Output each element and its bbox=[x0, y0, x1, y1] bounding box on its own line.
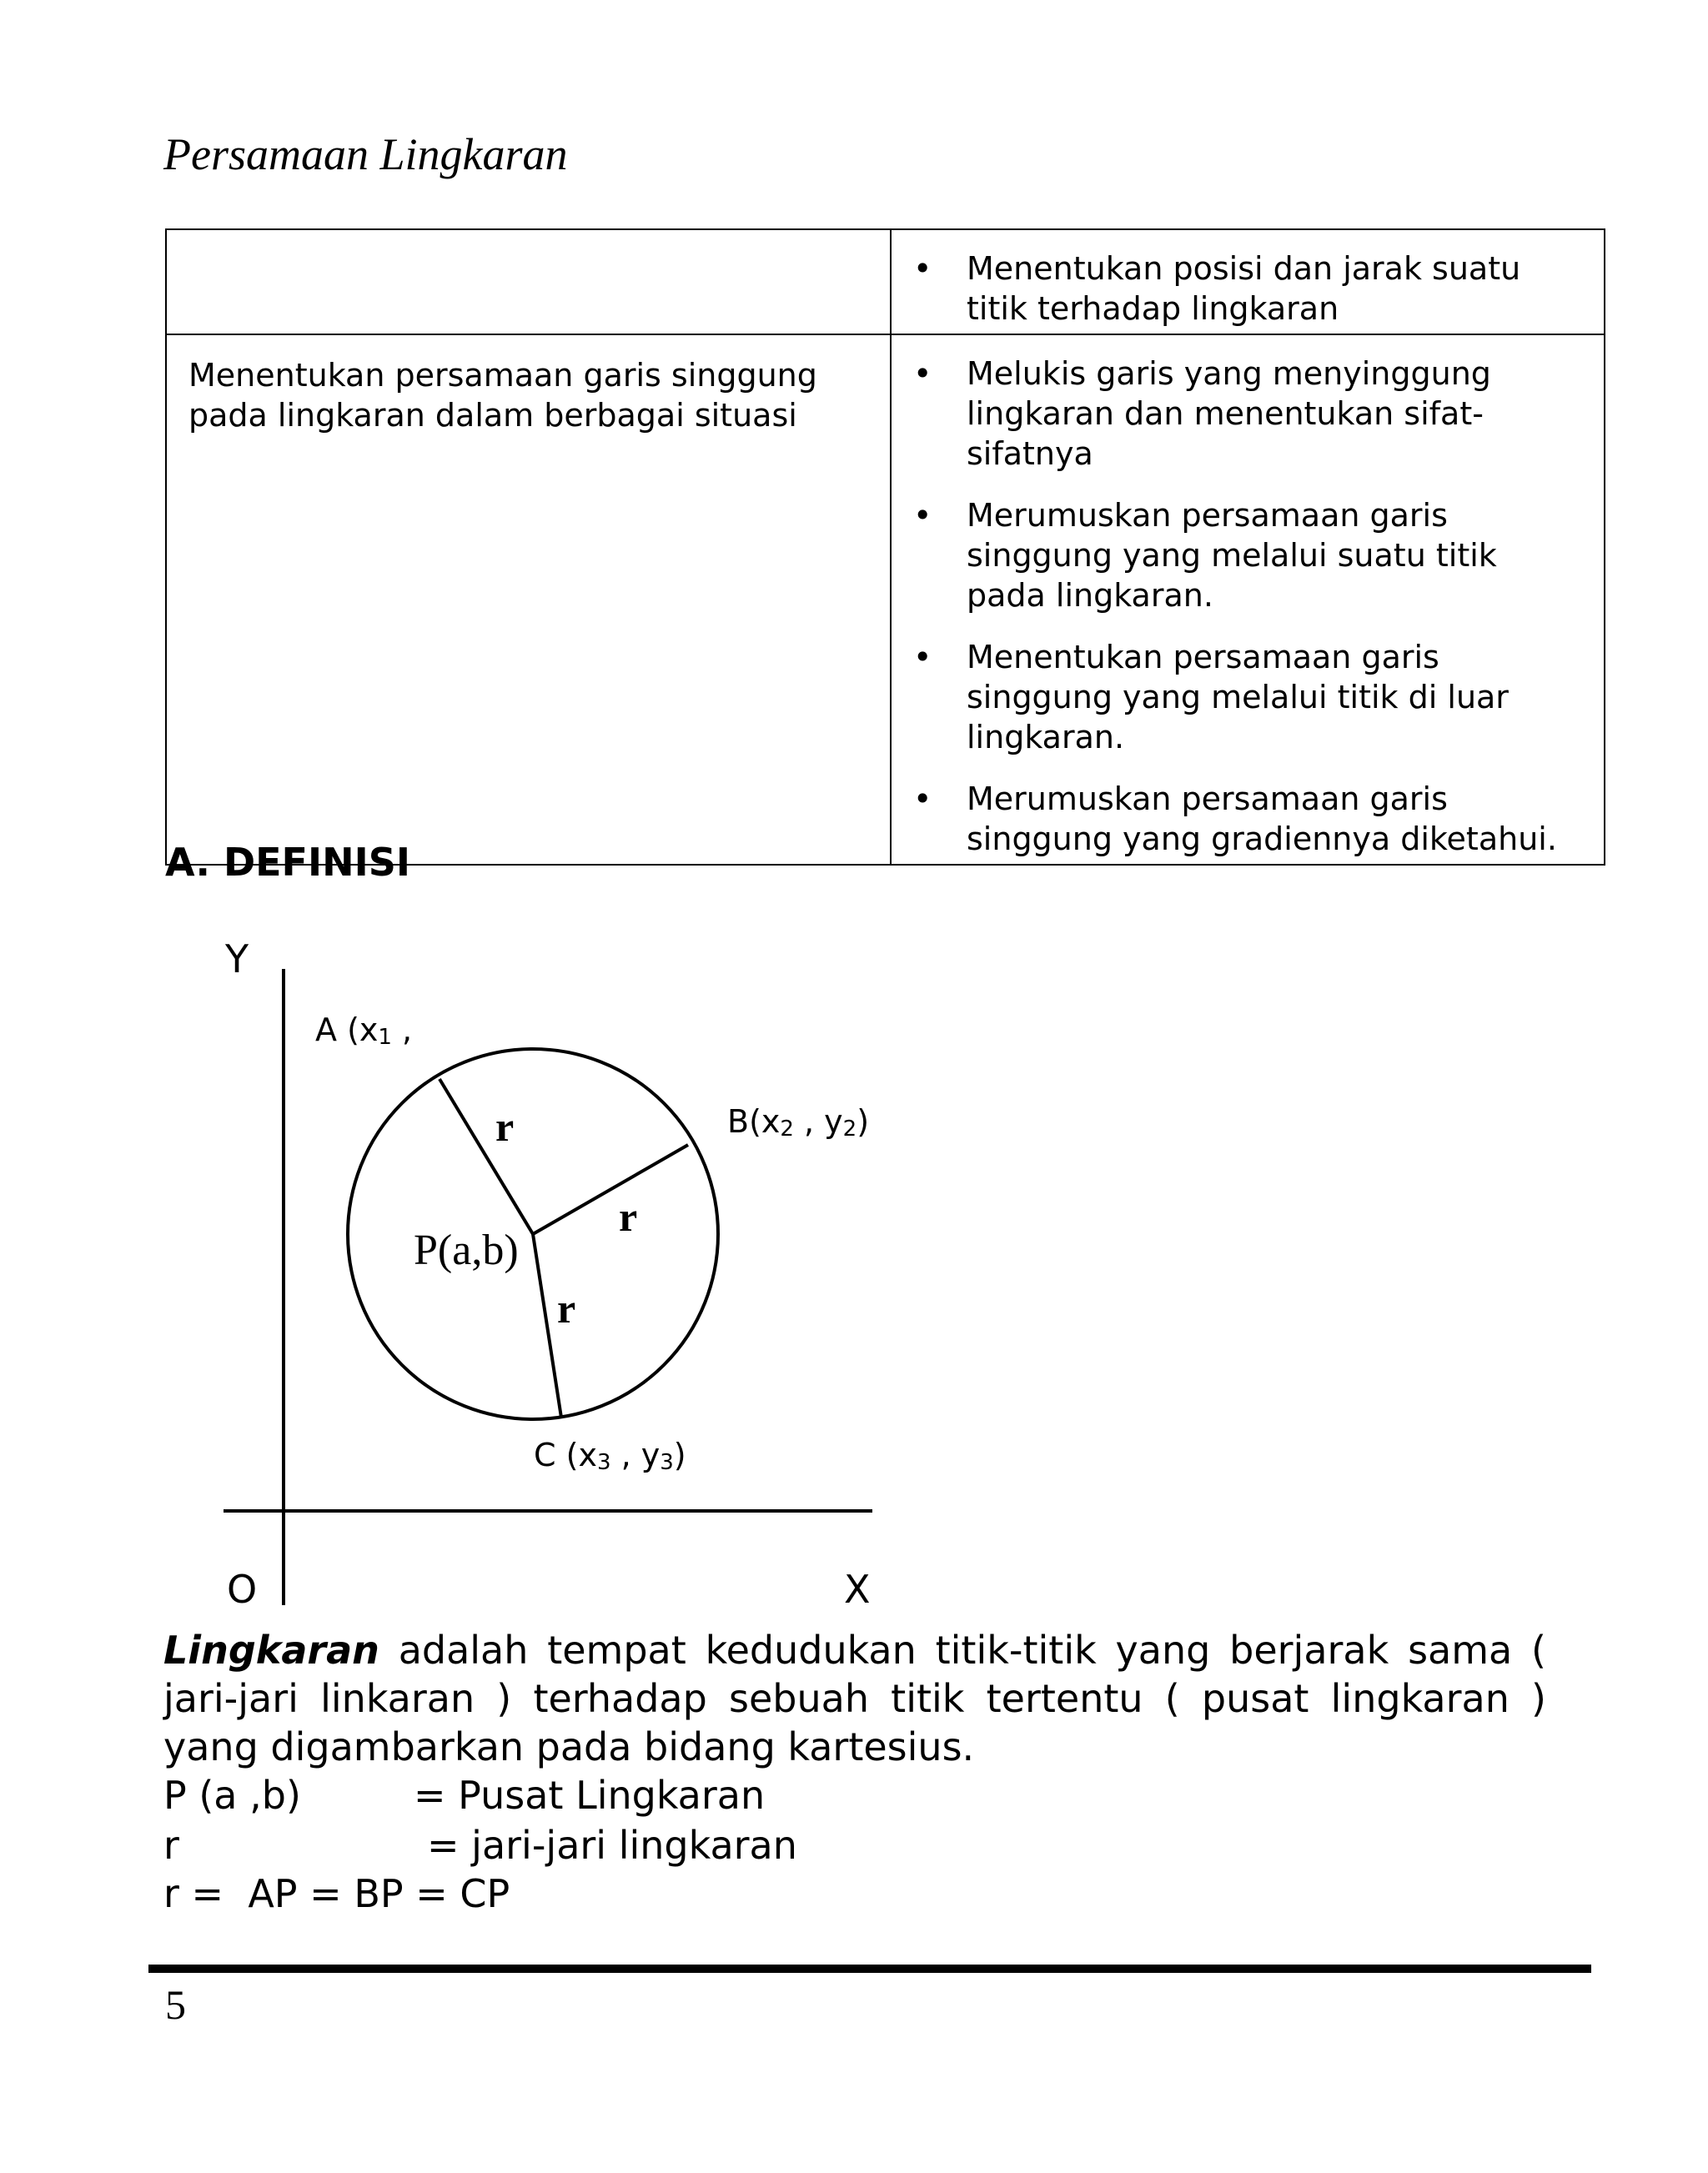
section-heading: A. DEFINISI bbox=[165, 840, 410, 885]
indicator-text: Melukis garis yang menyinggung lingkaran dan menentukan sifat-sifatnya bbox=[967, 355, 1491, 472]
footer-rule bbox=[148, 1965, 1591, 1973]
symbol-r: r bbox=[163, 1823, 179, 1868]
page-header-title: Persamaan Lingkaran bbox=[163, 129, 568, 179]
definition-text: adalah tempat kedudukan titik-titik yang berjarak sama ( jari-jari linkaran ) terhadap sebuah titik tertentu ( pusat lingkaran ) yang digambarkan pada bidang kartesius. bbox=[163, 1628, 1546, 1769]
table-cell-basic-competency: Menentukan persamaan garis singgung pada lingkaran dalam berbagai situasi bbox=[166, 334, 891, 865]
x-axis-label: X bbox=[844, 1567, 871, 1612]
meaning-r: = jari-jari lingkaran bbox=[427, 1823, 797, 1868]
definition-paragraph bbox=[163, 1626, 1546, 1771]
radius-label-a: r bbox=[495, 1103, 515, 1150]
definition-line-radius bbox=[163, 1821, 797, 1869]
point-c-label: C (x3 , y3) bbox=[534, 1437, 686, 1475]
radius-label-b: r bbox=[619, 1193, 638, 1240]
point-b-label: B(x2 , y2) bbox=[727, 1103, 870, 1142]
radius-line-a bbox=[440, 1079, 533, 1234]
bullet-icon: • bbox=[913, 355, 932, 392]
bullet-icon: • bbox=[913, 780, 932, 817]
definition-term: Lingkaran bbox=[163, 1628, 379, 1673]
center-label: P(a,b) bbox=[414, 1227, 519, 1274]
definition-line-equality: r = AP = BP = CP bbox=[163, 1871, 510, 1916]
symbol-p: P (a ,b) bbox=[163, 1773, 301, 1818]
page-number: 5 bbox=[165, 1981, 186, 2028]
y-axis-label: Y bbox=[225, 936, 249, 981]
indicator-text: Merumuskan persamaan garis singgung yang melalui suatu titik pada lingkaran. bbox=[967, 497, 1497, 614]
radius-line-b bbox=[533, 1145, 688, 1234]
origin-label: O bbox=[227, 1567, 258, 1612]
indicator-text: Menentukan persamaan garis singgung yang melalui titik di luar lingkaran. bbox=[967, 639, 1509, 755]
indicator-text: Merumuskan persamaan garis singgung yang gradiennya diketahui. bbox=[967, 780, 1557, 857]
bullet-icon: • bbox=[913, 497, 932, 534]
bullet-icon: • bbox=[913, 250, 932, 287]
indicator-text: Menentukan posisi dan jarak suatu titik terhadap lingkaran bbox=[967, 250, 1521, 327]
point-a-label: A (x1 , bbox=[315, 1011, 413, 1050]
radius-label-c: r bbox=[557, 1285, 576, 1332]
definition-line-center bbox=[163, 1771, 766, 1819]
bullet-icon: • bbox=[913, 639, 932, 675]
meaning-p: = Pusat Lingkaran bbox=[414, 1773, 766, 1818]
